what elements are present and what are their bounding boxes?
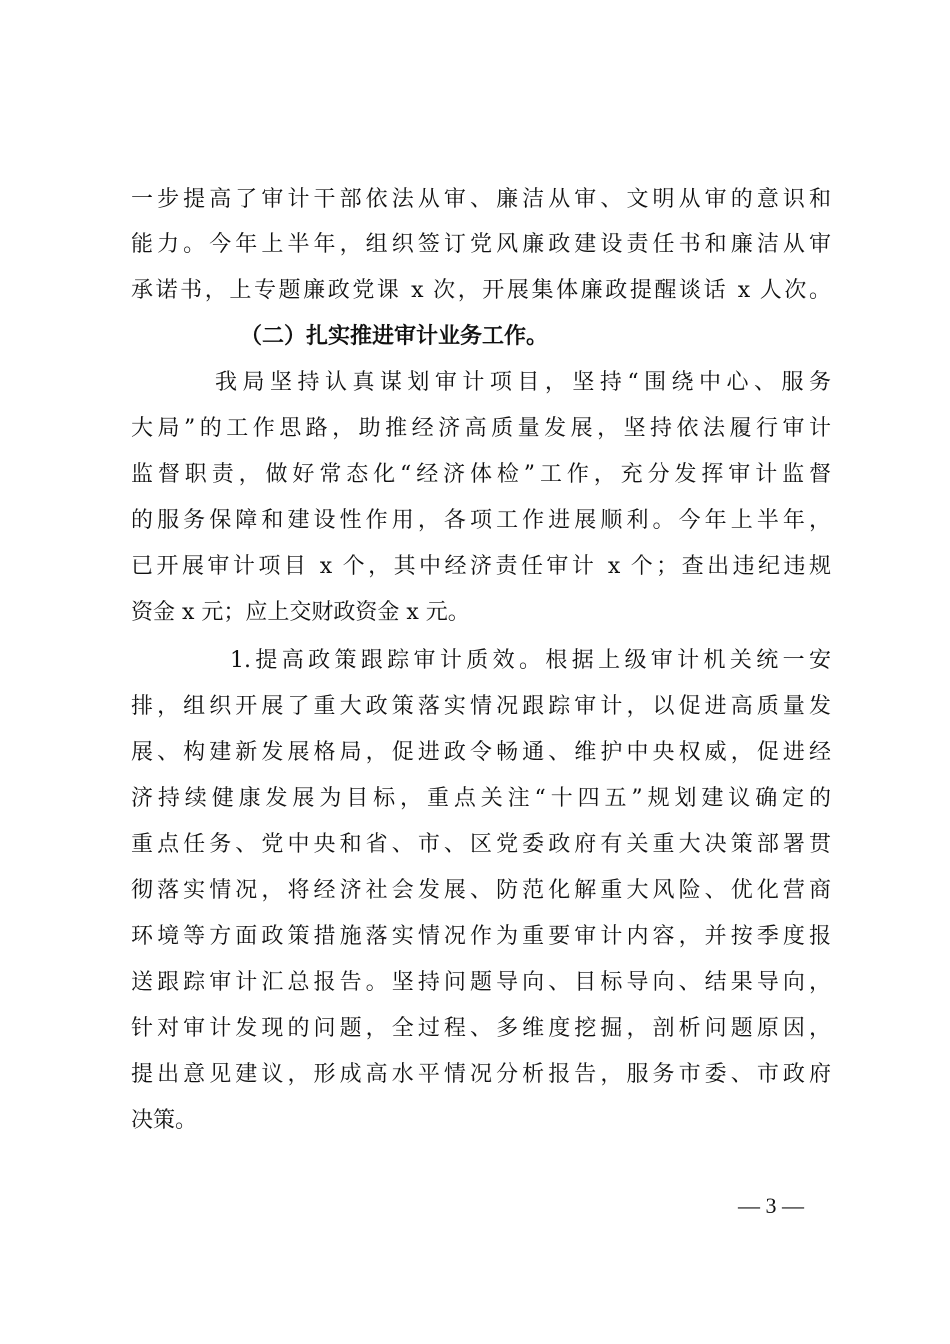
paragraph-line: 已开展审计项目 x 个，其中经济责任审计 x 个；查出违纪违规 <box>131 554 831 579</box>
paragraph-line: 提出意见建议，形成高水平情况分析报告，服务市委、市政府 <box>131 1062 831 1087</box>
paragraph-line: 排，组织开展了重大政策落实情况跟踪审计，以促进高质量发 <box>131 694 831 719</box>
paragraph-line: 重点任务、党中央和省、市、区党委政府有关重大决策部署贯 <box>131 832 831 857</box>
paragraph-line: 展、构建新发展格局，促进政令畅通、维护中央权威，促进经 <box>131 740 831 765</box>
paragraph-line: 承诺书，上专题廉政党课 x 次，开展集体廉政提醒谈话 x 人次。 <box>131 278 831 303</box>
paragraph-line: 针对审计发现的问题，全过程、多维度挖掘，剖析问题原因， <box>131 1016 831 1041</box>
paragraph-line: 大局”的工作思路，助推经济高质量发展，坚持依法履行审计 <box>131 416 831 441</box>
section-heading: （二）扎实推进审计业务工作。 <box>240 323 549 349</box>
paragraph-line: 的服务保障和建设性作用，各项工作进展顺利。今年上半年， <box>131 508 831 533</box>
paragraph-line: 环境等方面政策措施落实情况作为重要审计内容，并按季度报 <box>131 924 831 949</box>
paragraph-line: 一步提高了审计干部依法从审、廉洁从审、文明从审的意识和 <box>131 187 831 212</box>
paragraph-line: 资金 x 元；应上交财政资金 x 元。 <box>131 600 470 625</box>
paragraph-line: 监督职责，做好常态化“经济体检”工作，充分发挥审计监督 <box>131 462 831 487</box>
paragraph-line: 送跟踪审计汇总报告。坚持问题导向、目标导向、结果导向， <box>131 970 831 995</box>
paragraph-line: 能力。今年上半年，组织签订党风廉政建设责任书和廉洁从审 <box>131 232 831 257</box>
paragraph-line: 彻落实情况，将经济社会发展、防范化解重大风险、优化营商 <box>131 878 831 903</box>
paragraph-line: 我局坚持认真谋划审计项目，坚持“围绕中心、服务 <box>215 370 831 395</box>
paragraph-line: 决策。 <box>131 1108 198 1133</box>
paragraph-line: 济持续健康发展为目标，重点关注“十四五”规划建议确定的 <box>131 786 831 811</box>
page-number: — 3 — <box>738 1193 804 1218</box>
subsection-line: 1.提高政策跟踪审计质效。根据上级审计机关统一安 <box>230 648 831 673</box>
